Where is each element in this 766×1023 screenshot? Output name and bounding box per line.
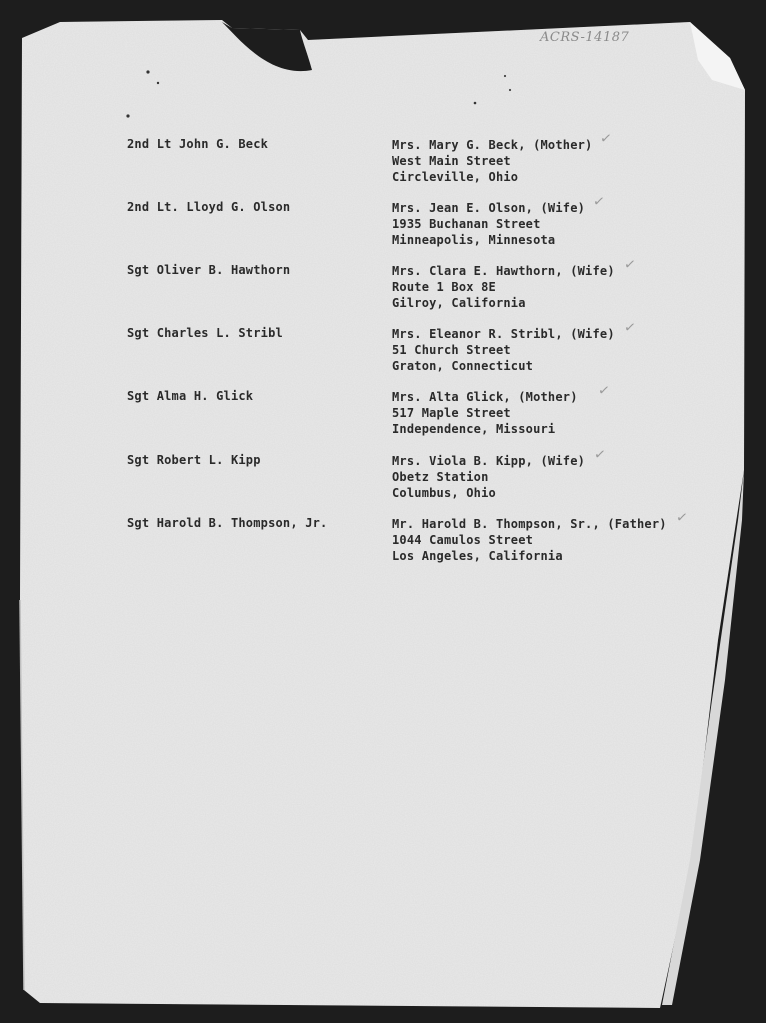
next-of-kin-contact: Mrs. Alta Glick, (Mother) — [392, 390, 578, 404]
next-of-kin-city: Columbus, Ohio — [392, 486, 496, 500]
next-of-kin-contact: Mrs. Jean E. Olson, (Wife) — [392, 201, 586, 215]
list-item — [0, 256, 766, 319]
next-of-kin-street: Route 1 Box 8E — [392, 280, 496, 294]
list-item — [0, 130, 766, 193]
crew-member-name: Sgt Robert L. Kipp — [127, 453, 261, 467]
next-of-kin-address — [392, 389, 578, 437]
next-of-kin-contact: Mrs. Eleanor R. Stribl, (Wife) — [392, 327, 615, 341]
next-of-kin-address — [392, 516, 667, 564]
check-mark-icon: ✓ — [592, 446, 607, 464]
check-mark-icon: ✓ — [622, 256, 637, 274]
next-of-kin-street: 1935 Buchanan Street — [392, 217, 541, 231]
next-of-kin-city: Circleville, Ohio — [392, 170, 519, 184]
next-of-kin-address — [392, 326, 615, 374]
next-of-kin-contact: Mr. Harold B. Thompson, Sr., (Father) — [392, 517, 667, 531]
crew-member-name: Sgt Oliver B. Hawthorn — [127, 263, 291, 277]
list-item — [0, 509, 766, 572]
check-mark-icon: ✓ — [674, 509, 689, 527]
next-of-kin-city: Graton, Connecticut — [392, 359, 534, 373]
document-reference-number: ACRS-14187 — [540, 30, 630, 45]
crew-member-name: 2nd Lt. Lloyd G. Olson — [127, 200, 291, 214]
next-of-kin-city: Los Angeles, California — [392, 549, 563, 563]
next-of-kin-address — [392, 200, 585, 248]
check-mark-icon: ✓ — [622, 319, 637, 337]
next-of-kin-street: 517 Maple Street — [392, 406, 511, 420]
next-of-kin-street: Obetz Station — [392, 470, 489, 484]
list-item — [0, 319, 766, 382]
check-mark-icon: ✓ — [598, 130, 613, 148]
crew-member-name: Sgt Harold B. Thompson, Jr. — [127, 516, 328, 530]
next-of-kin-contact: Mrs. Viola B. Kipp, (Wife) — [392, 454, 586, 468]
next-of-kin-address — [392, 453, 585, 501]
next-of-kin-city: Minneapolis, Minnesota — [392, 233, 556, 247]
next-of-kin-contact: Mrs. Mary G. Beck, (Mother) — [392, 138, 593, 152]
next-of-kin-address — [392, 263, 615, 311]
next-of-kin-street: 51 Church Street — [392, 343, 511, 357]
next-of-kin-contact: Mrs. Clara E. Hawthorn, (Wife) — [392, 264, 615, 278]
list-item — [0, 446, 766, 509]
list-item — [0, 382, 766, 445]
crew-member-name: Sgt Charles L. Stribl — [127, 326, 283, 340]
check-mark-icon: ✓ — [591, 193, 606, 211]
crew-member-name: 2nd Lt John G. Beck — [127, 137, 269, 151]
next-of-kin-city: Gilroy, California — [392, 296, 526, 310]
next-of-kin-city: Independence, Missouri — [392, 422, 556, 436]
check-mark-icon: ✓ — [596, 382, 611, 400]
next-of-kin-address — [392, 137, 592, 185]
next-of-kin-street: West Main Street — [392, 154, 511, 168]
list-item — [0, 193, 766, 256]
crew-member-name: Sgt Alma H. Glick — [127, 389, 254, 403]
next-of-kin-street: 1044 Camulos Street — [392, 533, 534, 547]
